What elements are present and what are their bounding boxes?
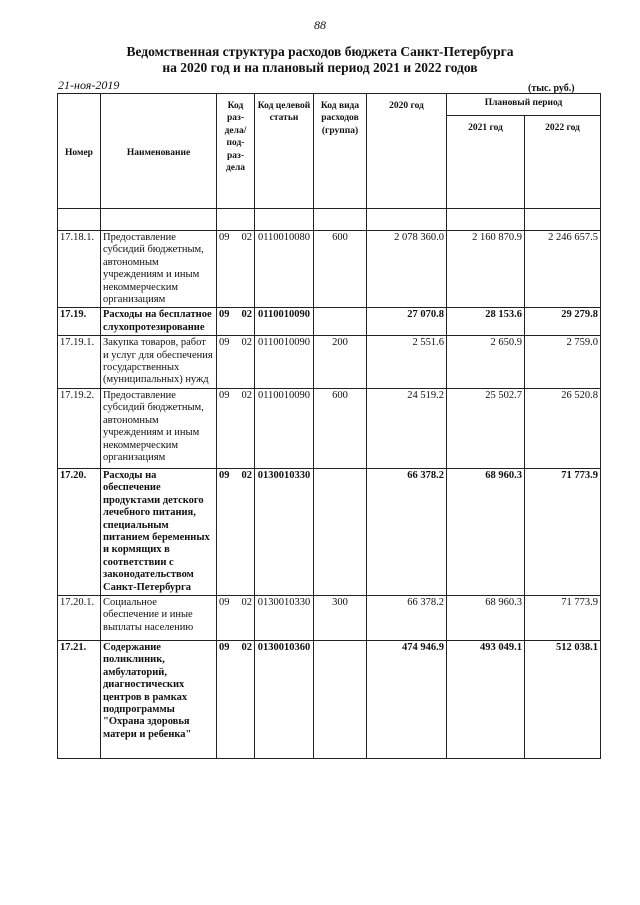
- header-section: Код раз-дела/ под-раз-дела: [217, 94, 255, 209]
- row-section-code: [217, 336, 255, 389]
- row-value-2022: 71 773.9: [525, 468, 601, 595]
- row-expense-type: 600: [314, 231, 367, 308]
- units-label: (тыс. руб.): [528, 83, 575, 94]
- spacer-cell: [255, 209, 314, 231]
- title-line-2: на 2020 год и на плановый период 2021 и 2022 годов: [162, 60, 478, 75]
- spacer-cell: [447, 209, 525, 231]
- row-value-2020: 2 078 360.0: [367, 231, 447, 308]
- row-value-2022: 26 520.8: [525, 388, 601, 468]
- table-row: [58, 336, 601, 389]
- header-target: Код целевой статьи: [255, 94, 314, 209]
- header-number: Номер: [58, 94, 101, 209]
- row-value-2020: 27 070.8: [367, 308, 447, 336]
- row-value-2022: 512 038.1: [525, 640, 601, 758]
- row-name: Предоставление субсидий бюджетным, автономным учреждениям и иным некоммерческим организациям: [101, 388, 217, 468]
- row-target-code: 0130010330: [255, 595, 314, 640]
- row-expense-type: [314, 640, 367, 758]
- spacer-cell: [217, 209, 255, 231]
- row-number: 17.19.2.: [58, 388, 101, 468]
- row-expense-type: 600: [314, 388, 367, 468]
- row-subsection: 02: [241, 389, 252, 401]
- row-target-code: 0110010090: [255, 388, 314, 468]
- row-target-code: 0110010080: [255, 231, 314, 308]
- row-section: 09: [219, 337, 230, 349]
- row-section: 09: [219, 232, 230, 243]
- row-value-2021: 493 049.1: [447, 640, 525, 758]
- spacer-cell: [525, 209, 601, 231]
- row-section: 09: [219, 309, 230, 321]
- title-line-1: Ведомственная структура расходов бюджета Санкт-Петербурга: [126, 44, 514, 59]
- row-subsection: 02: [241, 232, 252, 243]
- row-value-2021: 2 650.9: [447, 336, 525, 389]
- row-value-2021: 68 960.3: [447, 468, 525, 595]
- row-section-code: [217, 468, 255, 595]
- row-subsection: 02: [241, 309, 252, 321]
- row-expense-type: [314, 308, 367, 336]
- row-section-code: [217, 640, 255, 758]
- budget-table: [57, 93, 601, 759]
- spacer-cell: [367, 209, 447, 231]
- table-row: [58, 308, 601, 336]
- row-number: 17.20.: [58, 468, 101, 595]
- row-section-code: [217, 308, 255, 336]
- header-planned-period: Плановый период: [447, 94, 601, 116]
- header-name: Наименование: [101, 94, 217, 209]
- row-expense-type: [314, 468, 367, 595]
- row-number: 17.20.1.: [58, 595, 101, 640]
- row-section-code: [217, 231, 255, 308]
- table-body: [58, 231, 601, 759]
- row-value-2022: 29 279.8: [525, 308, 601, 336]
- table-row: [58, 640, 601, 758]
- row-name: Расходы на бесплатное слухопротезирование: [101, 308, 217, 336]
- table-row: [58, 595, 601, 640]
- row-section: 09: [219, 596, 230, 608]
- row-number: 17.19.1.: [58, 336, 101, 389]
- spacer-cell: [101, 209, 217, 231]
- row-value-2021: 68 960.3: [447, 595, 525, 640]
- row-value-2020: 474 946.9: [367, 640, 447, 758]
- header-2022: 2022 год: [525, 116, 601, 209]
- row-value-2021: 2 160 870.9: [447, 231, 525, 308]
- header-expense-type: Код вида расходов (группа): [314, 94, 367, 209]
- row-value-2020: 24 519.2: [367, 388, 447, 468]
- page-number: 88: [314, 18, 326, 32]
- row-value-2022: 2 759.0: [525, 336, 601, 389]
- row-name: Социальное обеспечение и иные выплаты населению: [101, 595, 217, 640]
- row-name: Предоставление субсидий бюджетным, автономным учреждениям и иным некоммерческим организациям: [101, 231, 217, 308]
- row-value-2020: 2 551.6: [367, 336, 447, 389]
- row-expense-type: 200: [314, 336, 367, 389]
- header-2021: 2021 год: [447, 116, 525, 209]
- table-row: [58, 388, 601, 468]
- document-date: 21-ноя-2019: [58, 78, 120, 92]
- row-name: Закупка товаров, работ и услуг для обеспечения государственных (муниципальных) нужд: [101, 336, 217, 389]
- row-target-code: 0130010360: [255, 640, 314, 758]
- table-row: [58, 231, 601, 308]
- row-subsection: 02: [241, 641, 252, 653]
- row-value-2021: 28 153.6: [447, 308, 525, 336]
- row-number: 17.19.: [58, 308, 101, 336]
- row-target-code: 0130010330: [255, 468, 314, 595]
- row-target-code: 0110010090: [255, 308, 314, 336]
- row-value-2020: 66 378.2: [367, 468, 447, 595]
- row-expense-type: 300: [314, 595, 367, 640]
- row-value-2022: 2 246 657.5: [525, 231, 601, 308]
- row-subsection: 02: [241, 337, 252, 349]
- row-section-code: [217, 595, 255, 640]
- spacer-cell: [58, 209, 101, 231]
- row-name: Содержание поликлиник, амбулаторий, диагностических центров в рамках подпрограммы "Охрана здоровья матери и ребенка": [101, 640, 217, 758]
- row-section: 09: [219, 389, 230, 401]
- row-value-2021: 25 502.7: [447, 388, 525, 468]
- row-number: 17.18.1.: [58, 231, 101, 308]
- table-row: [58, 468, 601, 595]
- document-title: [0, 44, 640, 76]
- row-value-2022: 71 773.9: [525, 595, 601, 640]
- row-target-code: 0110010090: [255, 336, 314, 389]
- row-section: 09: [219, 641, 230, 653]
- row-name: Расходы на обеспечение продуктами детского лечебного питания, специальным питанием беременных и кормящих в соответствии с законодательством Санкт-Петербурга: [101, 468, 217, 595]
- row-section: 09: [219, 469, 230, 481]
- spacer-cell: [314, 209, 367, 231]
- header-2020: 2020 год: [367, 94, 447, 209]
- row-number: 17.21.: [58, 640, 101, 758]
- row-value-2020: 66 378.2: [367, 595, 447, 640]
- row-subsection: 02: [241, 469, 252, 481]
- row-subsection: 02: [241, 596, 252, 608]
- row-section-code: [217, 388, 255, 468]
